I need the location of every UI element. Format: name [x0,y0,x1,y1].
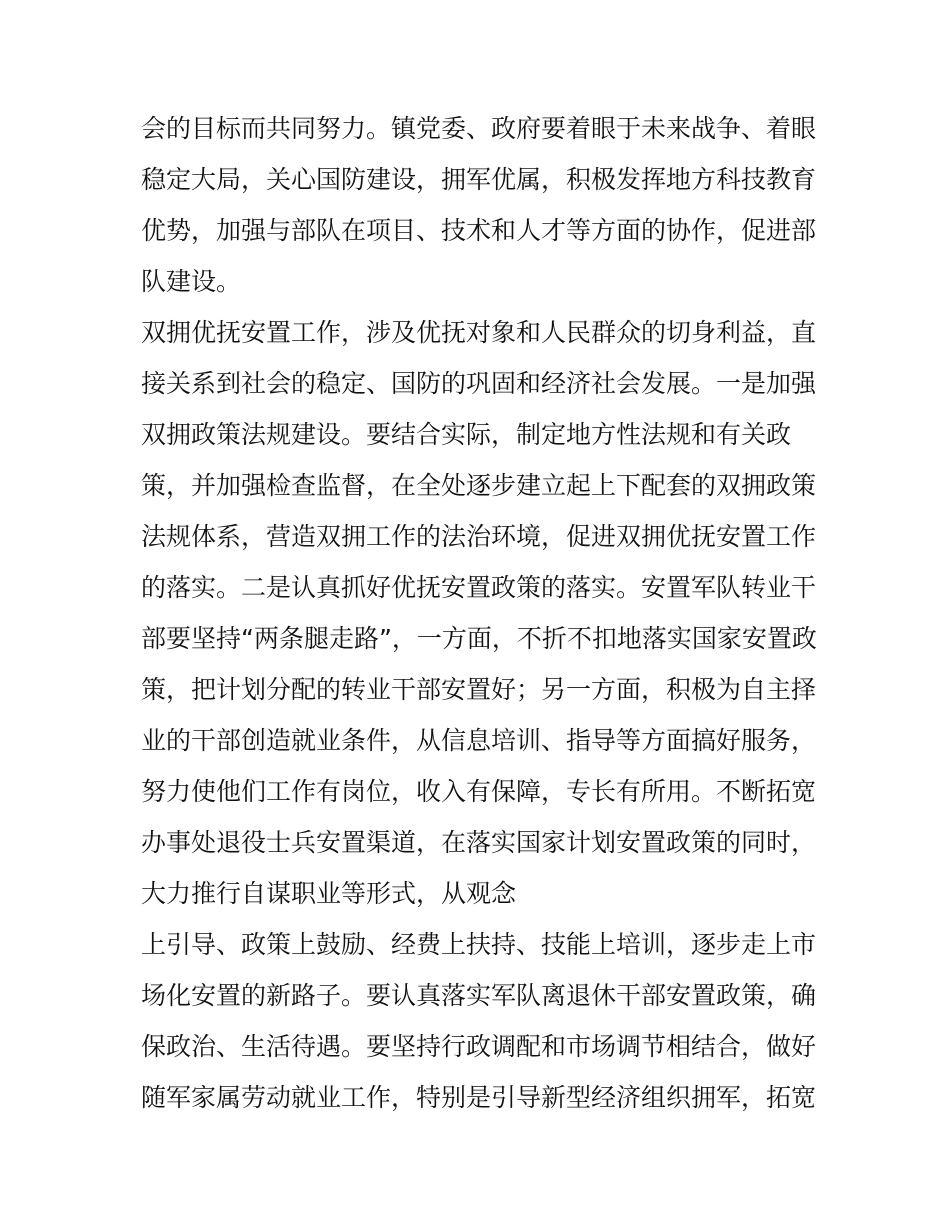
text-line: 随军家属劳动就业工作，特别是引导新型经济组织拥军，拓宽 [141,1083,817,1112]
body-text [141,103,821,1123]
text-line: 法规体系，营造双拥工作的法治环境，促进双拥优抚安置工作 [141,522,817,551]
text-line: 会的目标而共同努力。镇党委、政府要着眼于未来战争、着眼 [141,114,817,143]
text-line: 办事处退役士兵安置渠道，在落实国家计划安置政策的同时， [141,828,817,857]
text-line: 接关系到社会的稳定、国防的巩固和经济社会发展。一是加强 [141,369,817,398]
text-line: 大力推行自谋职业等形式，从观念 [141,879,517,908]
text-line: 努力使他们工作有岗位，收入有保障，专长有所用。不断拓宽 [141,777,817,806]
text-line: 的落实。二是认真抓好优抚安置政策的落实。安置军队转业干 [141,573,817,602]
text-line: 保政治、生活待遇。要坚持行政调配和市场调节相结合，做好 [141,1032,817,1061]
text-line: 业的干部创造就业条件，从信息培训、指导等方面搞好服务， [141,726,817,755]
text-line: 策，把计划分配的转业干部安置好；另一方面，积极为自主择 [141,675,817,704]
text-line: 上引导、政策上鼓励、经费上扶持、技能上培训，逐步走上市 [141,930,817,959]
text-line: 优势，加强与部队在项目、技术和人才等方面的协作，促进部 [141,216,817,245]
text-line: 双拥优抚安置工作，涉及优抚对象和人民群众的切身利益，直 [141,318,817,347]
text-line: 双拥政策法规建设。要结合实际，制定地方性法规和有关政 [141,420,792,449]
text-line: 策，并加强检查监督，在全处逐步建立起上下配套的双拥政策 [141,471,817,500]
text-line: 部要坚持“两条腿走路”，一方面，不折不扣地落实国家安置政 [141,624,817,653]
text-line: 队建设。 [141,267,242,296]
text-line: 场化安置的新路子。要认真落实军队离退休干部安置政策，确 [141,981,817,1010]
text-line: 稳定大局，关心国防建设，拥军优属，积极发挥地方科技教育 [141,165,817,194]
